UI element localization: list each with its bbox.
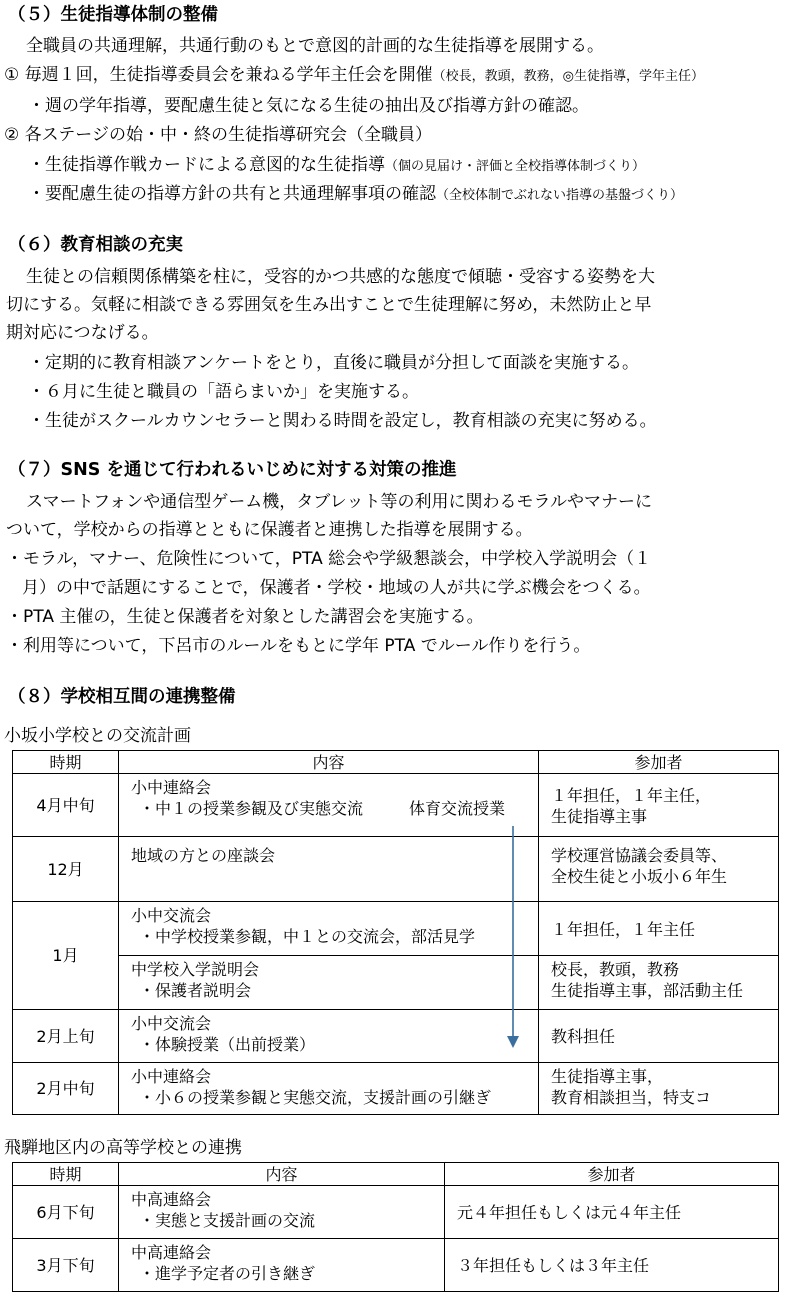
section6-para-line: 生徒との信頼関係構築を柱に，受容的かつ共感的な態度で傾聴・受容する姿勢を大 [26,267,655,287]
flow-arrow-head [507,1036,519,1048]
participant-line: 生徒指導主事， [551,1067,664,1086]
participant-line: 元４年担任もしくは元４年主任 [457,1203,682,1222]
exchange-plan-table [12,750,779,1115]
table-row [13,956,779,1010]
table-header-row [13,1163,779,1186]
section7-bullet: ・モラル，マナー、危険性について，PTA 総会や学級懇談会，中学校入学説明会（１ [6,549,652,569]
section7-heading: （７）SNS を通じて行われるいじめに対する対策の推進 [8,460,457,480]
row-sub: ・体験授業（出前授業） [139,1035,316,1054]
section7-bullet: ・PTA 主催の，生徒と保護者を対象とした講習会を実施する。 [6,607,484,627]
row-sub [131,798,530,819]
table-row [13,1239,779,1292]
participant-line: 全校生徒と小坂小６年生 [551,867,728,886]
participant-line: 教科担任 [551,1027,616,1046]
header-time: 時期 [13,1163,119,1186]
participant-line: 教育相談担当，特支コ [551,1088,712,1107]
section6-bullet: ・６月に生徒と職員の「語らまいか」を実施する。 [28,382,419,402]
row-content [119,902,539,956]
participant-line: １年担任，１年主任 [551,919,696,939]
row-time: 3月下旬 [13,1239,119,1292]
row-title: 小中交流会 [131,906,212,925]
row-participants [539,902,779,956]
section8-heading: （８）学校相互間の連携整備 [8,687,236,707]
header-content: 内容 [119,751,539,774]
row-participants [539,1063,779,1115]
row-title: 中高連絡会 [131,1190,212,1209]
table1-caption: 小坂小学校との交流計画 [4,726,191,746]
table-row [13,837,779,902]
participant-line: ３年担任もしくは３年主任 [457,1256,650,1275]
row-content [119,1186,445,1239]
table-row [13,1010,779,1063]
section5-heading: （５）生徒指導体制の整備 [8,5,218,25]
table-row [13,902,779,956]
row-content [119,956,539,1010]
header-participants: 参加者 [445,1163,779,1186]
row-content [119,1010,539,1063]
row-time: 2月中旬 [13,1063,119,1115]
section5-item2-bullet2-note: （全校体制でぶれない指導の基盤づくり） [436,188,684,203]
section5-item1-text: ① 毎週１回，生徒指導委員会を兼ねる学年主任会を開催 [4,65,433,85]
section5-item2-bullet2-text: ・要配慮生徒の指導方針の共有と共通理解事項の確認 [28,184,436,204]
participant-line: 校長，教頭，教務 [551,960,680,979]
section7-para-line: スマートフォンや通信型ゲーム機，タブレット等の利用に関わるモラルやマナーに [26,492,652,512]
row-title: 小中連絡会 [131,1067,212,1086]
participant-line: 生徒指導主事 [551,806,648,826]
row-sub: ・保護者説明会 [139,981,252,1000]
row-title: 中学校入学説明会 [131,960,260,979]
section5-item2-bullet1 [28,154,645,178]
participant-line: １年担任，１年主任， [551,785,712,805]
table-row [13,774,779,837]
high-school-table [12,1162,779,1292]
row-content [119,774,539,837]
row-sub: ・中学校授業参観，中１との交流会，部活見学 [139,927,476,946]
table2-caption: 飛騨地区内の高等学校との連携 [4,1138,242,1158]
row-participants [539,837,779,902]
table-row [13,1063,779,1115]
header-participants: 参加者 [539,751,779,774]
row-content [119,1063,539,1115]
section5-item1-bullet: ・週の学年指導，要配慮生徒と気になる生徒の抽出及び指導方針の確認。 [28,96,589,116]
row-content [119,837,539,902]
row-content [119,1239,445,1292]
header-time: 時期 [13,751,119,774]
section6-para-line: 期対応につなげる。 [6,323,159,343]
row-sub: ・実態と支援計画の交流 [139,1211,316,1230]
participant-line: 学校運営協議会委員等、 [551,846,728,865]
row-time: 6月下旬 [13,1186,119,1239]
section5-item2-bullet1-text: ・生徒指導作戦カードによる意図的な生徒指導 [28,155,385,175]
row-title: 地域の方との座談会 [131,846,276,865]
section6-bullet: ・生徒がスクールカウンセラーと関わる時間を設定し，教育相談の充実に努める。 [28,411,657,431]
section7-para-line: ついて，学校からの指導とともに保護者と連携した指導を展開する。 [6,520,533,540]
row-time: 2月上旬 [13,1010,119,1063]
row-participants [539,956,779,1010]
row-participants [445,1186,779,1239]
section5-item1 [4,64,704,88]
row-time: 1月 [13,902,119,1010]
section7-bullet-cont: 月）の中で話題にすることで，保護者・学校・地域の人が共に学ぶ機会をつくる。 [22,578,651,598]
row-sub-text: ・中１の授業参観及び実態交流 [139,799,364,818]
row-time: 12月 [13,837,119,902]
row-extra: 体育交流授業 [409,799,506,818]
participant-line: 生徒指導主事，部活動主任 [551,981,744,1000]
section7-bullet: ・利用等について，下呂市のルールをもとに学年 PTA でルール作りを行う。 [6,636,591,656]
row-sub: ・小６の授業参観と実態交流，支援計画の引継ぎ [139,1088,492,1107]
table-header-row [13,751,779,774]
table-row [13,1186,779,1239]
section5-item1-note: （校長，教頭，教務，◎生徒指導，学年主任） [432,69,704,84]
row-title: 中高連絡会 [131,1243,212,1262]
row-participants [445,1239,779,1292]
flow-arrow [505,826,521,1051]
section5-item2-bullet2 [28,183,683,207]
section5-item2: ② 各ステージの始・中・終の生徒指導研究会（全職員） [4,125,432,145]
row-participants [539,774,779,837]
row-sub: ・進学予定者の引き継ぎ [139,1264,316,1283]
section6-heading: （６）教育相談の充実 [8,235,183,255]
section6-bullet: ・定期的に教育相談アンケートをとり，直後に職員が分担して面談を実施する。 [28,353,639,373]
section5-intro: 全職員の共通理解，共通行動のもとで意図的計画的な生徒指導を展開する。 [26,36,604,56]
row-time: 4月中旬 [13,774,119,837]
section6-para-line: 切にする。気軽に相談できる雰囲気を生み出すことで生徒理解に努め，未然防止と早 [6,295,652,315]
row-participants [539,1010,779,1063]
row-title: 小中交流会 [131,1014,212,1033]
header-content: 内容 [119,1163,445,1186]
row-title: 小中連絡会 [131,778,212,797]
section5-item2-bullet1-note: （個の見届け・評価と全校指導体制づくり） [385,159,646,174]
